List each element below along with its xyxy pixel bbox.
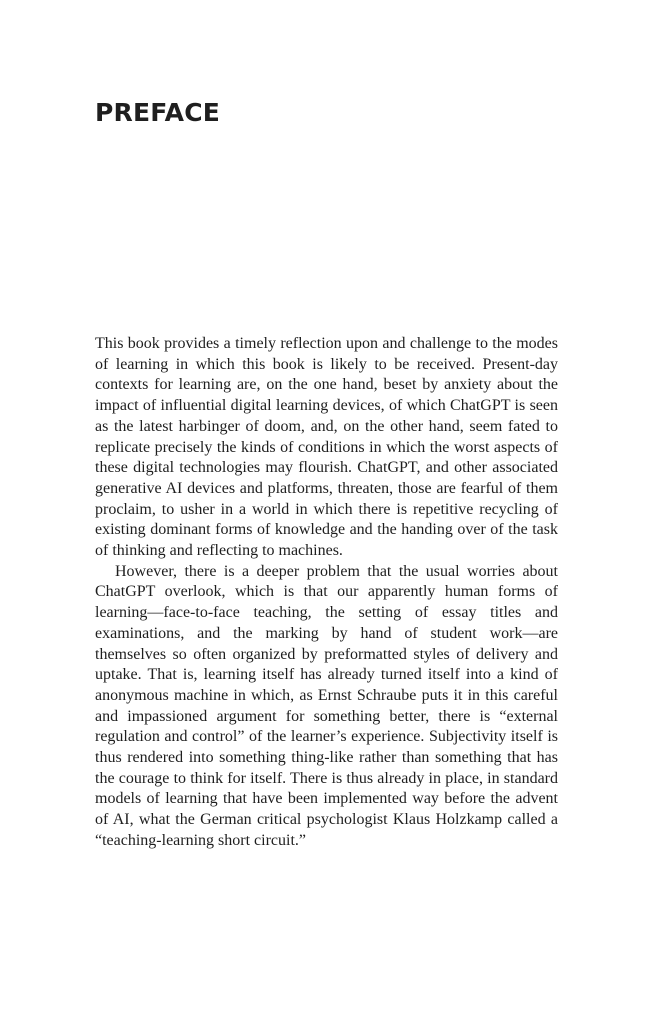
paragraph-2: However, there is a deeper problem that the usual worries about ChatGPT overlook, which is that our apparently human forms of learning—face-to-face teaching, the setting of essay titles and examinations, and the marking by hand of student work—are themselves so often organized by preformatted styles of delivery and uptake. That is, learning itself has already turned itself into a kind of anonymous machine in which, as Ernst Schraube puts it in this careful and impassioned argument for something better, there is “external regulation and control” of the learner’s experience. Subjectivity itself is thus rendered into something thing-like rather than something that has the courage to think for itself. There is thus already in place, in standard models of learning that have been implemented way before the advent of AI, what the German critical psychologist Klaus Holzkamp called a “teaching-learning short circuit.”	[95, 562, 558, 849]
paragraph-1: This book provides a timely reflection upon and challenge to the modes of learning in which this book is likely to be received. Present-day contexts for learning are, on the one hand, beset by anxiety about the impact of influential digital learning devices, of which ChatGPT is seen as the latest harbinger of doom, and, on the other hand, seem fated to replicate precisely the kinds of conditions in which the worst aspects of these digital technologies may flourish. ChatGPT, and other associated generative AI devices and platforms, threaten, those are fearful of them proclaim, to usher in a world in which there is repetitive recycling of existing dominant forms of knowledge and the handing over of the task of thinking and reflecting to machines.	[95, 335, 558, 560]
preface-body	[95, 334, 558, 852]
page-title: PREFACE	[95, 98, 221, 127]
